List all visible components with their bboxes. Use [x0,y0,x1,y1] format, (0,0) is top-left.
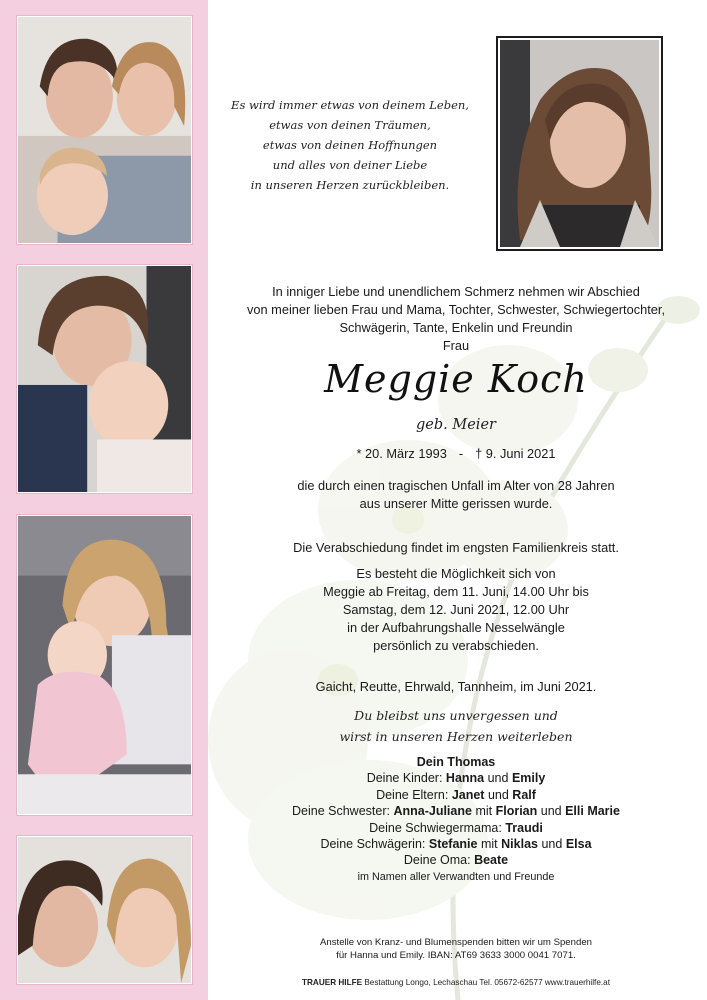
birth-date: * 20. März 1993 [356,446,447,461]
footer-brand: TRAUER HILFE [302,978,363,987]
grandmother-name: Beate [474,853,509,868]
family-photo-1 [17,16,192,244]
sibling-name: Anna-Juliane [393,804,472,819]
farewell-text: Die Verabschiedung findet im engsten Familienkreis statt. [293,540,619,555]
family-mother-in-law [225,820,687,836]
family-sister-in-law [225,836,687,852]
donation-note [225,936,687,962]
sister-in-law-label: Deine Schwägerin: [320,837,426,852]
mother-in-law-label: Deine Schwiegermama: [369,820,502,835]
deceased-name: Meggie Koch [324,357,588,401]
conjunction: und [541,837,563,852]
photo-sidebar [0,0,208,1000]
poem-line: Es wird immer etwas von deinem Leben, [231,98,469,112]
intro-line: Frau [442,338,470,353]
date-separator: - [458,446,464,461]
conjunction: und [540,804,562,819]
family-list [225,754,687,885]
accident-line: aus unserer Mitte gerissen wurde. [359,496,553,511]
conjunction: und [487,787,509,802]
intro-line: Schwägerin, Tante, Enkelin und Freundin [339,320,573,335]
grandmother-label: Deine Oma: [403,853,471,868]
mother-in-law-name: Traudi [505,820,543,835]
sibling-name: Elli Marie [565,804,620,819]
family-photo-4 [17,836,192,984]
sibling-name: Florian [495,804,538,819]
motto-line: wirst in unseren Herzen weiterleben [339,729,573,744]
parents-label: Deine Eltern: [376,787,449,802]
intro-line: In inniger Liebe und unendlichem Schmerz nehmen wir Abschied [272,284,640,299]
footer [225,977,687,989]
poem-line: in unseren Herzen zurückbleiben. [250,178,450,192]
footer-text: Bestattung Longo, Lechaschau Tel. 05672-62577 www.trauerhilfe.at [364,978,610,987]
intro-text [225,283,687,355]
accident-text [225,477,687,513]
poem-line: etwas von deinen Hoffnungen [262,138,438,152]
viewing-line: Samstag, dem 12. Juni 2021, 12.00 Uhr [342,602,570,617]
motto [225,705,687,747]
place-date: Gaicht, Reutte, Ehrwald, Tannheim, im Juni 2021. [315,679,597,694]
conjunction: und [487,771,509,786]
parent-name: Janet [451,787,485,802]
children-label: Deine Kinder: [366,771,443,786]
sister-in-law-name: Elsa [565,837,592,852]
child-name: Hanna [445,771,485,786]
life-dates [225,445,687,463]
conjunction: mit [480,837,498,852]
viewing-line: Meggie ab Freitag, dem 11. Juni, 14.00 Uhr bis [323,584,589,599]
accident-line: die durch einen tragischen Unfall im Alter von 28 Jahren [297,478,615,493]
sister-in-law-name: Niklas [501,837,538,852]
parent-name: Ralf [512,787,536,802]
family-photo-2 [17,265,192,493]
family-note: im Namen aller Verwandten und Freunde [357,870,555,883]
death-date: † 9. Juni 2021 [475,446,556,461]
family-grandmother [225,852,687,868]
donation-line: für Hanna und Emily. IBAN: AT69 3633 3000 0041 7071. [336,950,576,961]
portrait-photo [496,36,663,251]
family-husband [225,754,687,770]
poem-line: und alles von deiner Liebe [272,158,428,172]
viewing-line: Es besteht die Möglichkeit sich von [356,566,556,581]
motto-line: Du bleibst uns unvergessen und [354,708,558,723]
husband-name: Dein Thomas [416,755,496,769]
sibling-label: Deine Schwester: [292,804,390,819]
sister-in-law-name: Stefanie [428,837,478,852]
family-photo-3 [17,515,192,815]
maiden-name: geb. Meier [416,417,496,433]
viewing-text [225,565,687,655]
conjunction: mit [475,804,493,819]
family-children [225,770,687,786]
intro-line: von meiner lieben Frau und Mama, Tochter, Schwester, Schwiegertochter, [246,302,665,317]
family-parents [225,787,687,803]
viewing-line: persönlich zu verabschieden. [373,638,539,653]
family-siblings [225,803,687,819]
child-name: Emily [511,771,546,786]
poem [215,95,485,195]
viewing-line: in der Aufbahrungshalle Nesselwängle [347,620,565,635]
poem-line: etwas von deinen Träumen, [269,118,431,132]
donation-line: Anstelle von Kranz- und Blumenspenden bitten wir um Spenden [320,937,592,948]
